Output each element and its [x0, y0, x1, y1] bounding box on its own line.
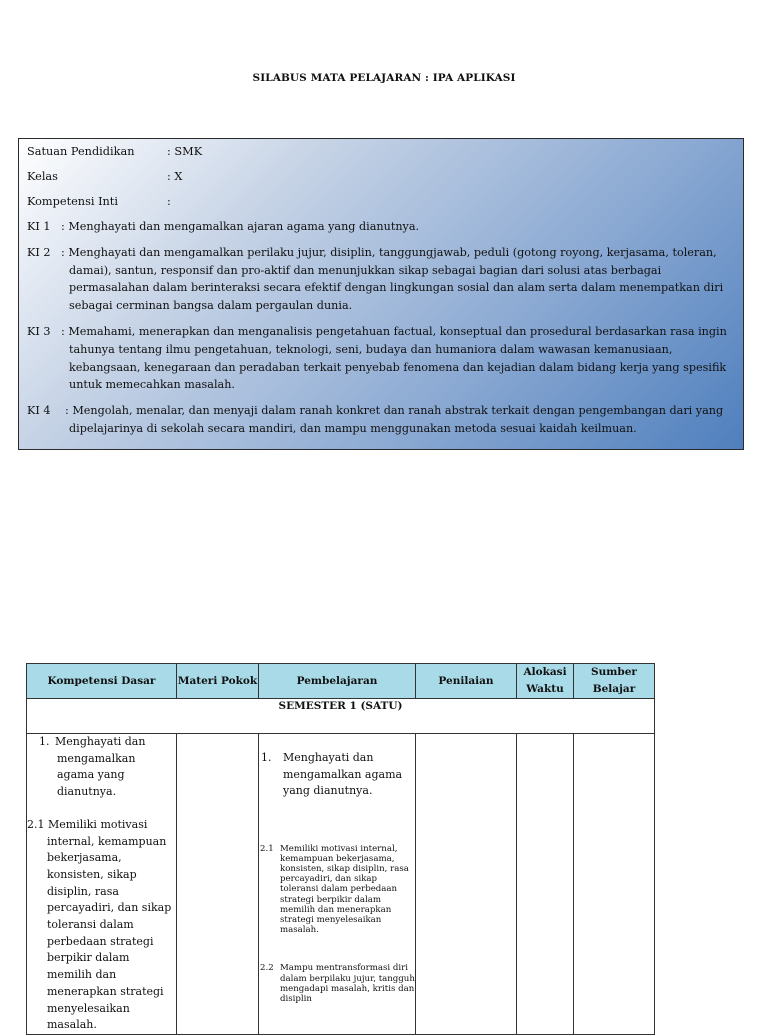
- header-pembelajaran: Pembelajaran: [259, 664, 416, 699]
- kd-item: [27, 734, 176, 801]
- header-alokasi-waktu: Alokasi Waktu: [517, 664, 574, 699]
- ki-text: : Menghayati dan mengamalkan perilaku jujur, disiplin, tanggungjawab, peduli (gotong royong, kerjasama, toleran, damai), santun, responsif dan pro-aktif dan menunjukkan sikap sebagai bagian dari solusi atas berbagai permasalahan dalam berinteraksi secara efektif dengan lingkungan sosial dan alam serta dalam menempatkan diri sebagai cerminan bangsa dalam pergaulan dunia.: [61, 245, 724, 313]
- ki-code: KI 4: [27, 404, 51, 418]
- pembelajaran-marker: 1.: [261, 751, 272, 764]
- kd-text: Menghayati dan mengamalkan agama yang dianutnya.: [55, 735, 146, 799]
- pembelajaran-marker: 2.1: [260, 843, 274, 854]
- ki-text: : Mengolah, menalar, dan menyaji dalam ranah konkret dan ranah abstrak terkait dengan pengembangan dari yang dipelajarinya di sekolah secara mandiri, dan mampu menggunakan metoda sesuai kaidah keilmuan.: [65, 404, 724, 435]
- kd-marker: 1.: [39, 735, 50, 748]
- field-kelas: [27, 168, 735, 193]
- field-value: : X: [167, 170, 183, 183]
- kompetensi-dasar-cell: [27, 734, 177, 1035]
- penilaian-cell: [416, 734, 517, 1035]
- header-materi-pokok: Materi Pokok: [177, 664, 259, 699]
- table-header-row: [27, 664, 655, 699]
- document-title: SILABUS MATA PELAJARAN : IPA APLIKASI: [252, 72, 516, 84]
- pembelajaran-cell: [259, 734, 416, 1035]
- ki-4: [27, 402, 735, 438]
- ki-code: KI 1: [27, 220, 51, 233]
- materi-pokok-cell: [177, 734, 259, 1035]
- pembelajaran-item: [259, 750, 415, 800]
- ki-2: [27, 244, 735, 315]
- pembelajaran-item: [259, 963, 415, 1004]
- syllabus-table: [26, 663, 655, 1035]
- ki-1: [27, 218, 735, 236]
- field-value: :: [167, 195, 171, 208]
- alokasi-waktu-cell: [517, 734, 574, 1035]
- ki-text: : Menghayati dan mengamalkan ajaran agama yang dianutnya.: [61, 220, 420, 233]
- header-sumber-belajar: Sumber Belajar: [574, 664, 655, 699]
- field-satuan-pendidikan: [27, 143, 735, 168]
- field-label: Kompetensi Inti: [27, 195, 118, 208]
- header-penilaian: Penilaian: [416, 664, 517, 699]
- pembelajaran-text: Memiliki motivasi internal, kemampuan bekerjasama, konsisten, sikap disiplin, rasa percayadiri, dan sikap toleransi dalam perbedaan strategi berpikir dalam memilih dan menerapkan strategi menyelesaikan masalah.: [280, 843, 409, 936]
- pembelajaran-text: Menghayati dan mengamalkan agama yang dianutnya.: [283, 751, 403, 797]
- ki-3: [27, 323, 735, 394]
- kd-text: Memiliki motivasi internal, kemampuan bekerjasama, konsisten, sikap disiplin, rasa percayadiri, dan sikap toleransi dalam perbedaan strategi berpikir dalam memilih dan menerapkan strategi menyelesaikan masalah.: [47, 817, 172, 1032]
- table-row: [27, 734, 655, 1035]
- sumber-belajar-cell: [574, 734, 655, 1035]
- ki-text: : Memahami, menerapkan dan menganalisis pengetahuan factual, konseptual dan prosedural berdasarkan rasa ingin tahunya tentang ilmu pengetahuan, teknologi, seni, budaya dan humaniora dalam wawasan kemanusiaan, kebangsaan, kenegaraan dan peradaban terkait penyebab fenomena dan kejadian dalam bidang kerja yang spesifik untuk memecahkan masalah.: [61, 324, 727, 392]
- pembelajaran-marker: 2.2: [260, 963, 274, 974]
- ki-code: KI 3: [27, 324, 51, 338]
- kd-marker: 2.1: [27, 817, 45, 831]
- kd-item: [27, 817, 176, 1034]
- header-kompetensi-dasar: Kompetensi Dasar: [27, 664, 177, 699]
- semester-row: [27, 699, 655, 734]
- field-label: Satuan Pendidikan: [27, 145, 135, 158]
- field-value: : SMK: [167, 145, 203, 158]
- ki-code: KI 2: [27, 245, 51, 259]
- pembelajaran-item: [259, 844, 415, 936]
- pembelajaran-text: Mampu mentransformasi diri dalam berpilaku jujur, tangguh mengadapi masalah, kritis dan disiplin: [280, 963, 415, 1004]
- field-kompetensi-inti: [27, 193, 735, 218]
- identity-box: [18, 138, 744, 450]
- field-label: Kelas: [27, 170, 58, 183]
- semester-label: SEMESTER 1 (SATU): [27, 699, 655, 734]
